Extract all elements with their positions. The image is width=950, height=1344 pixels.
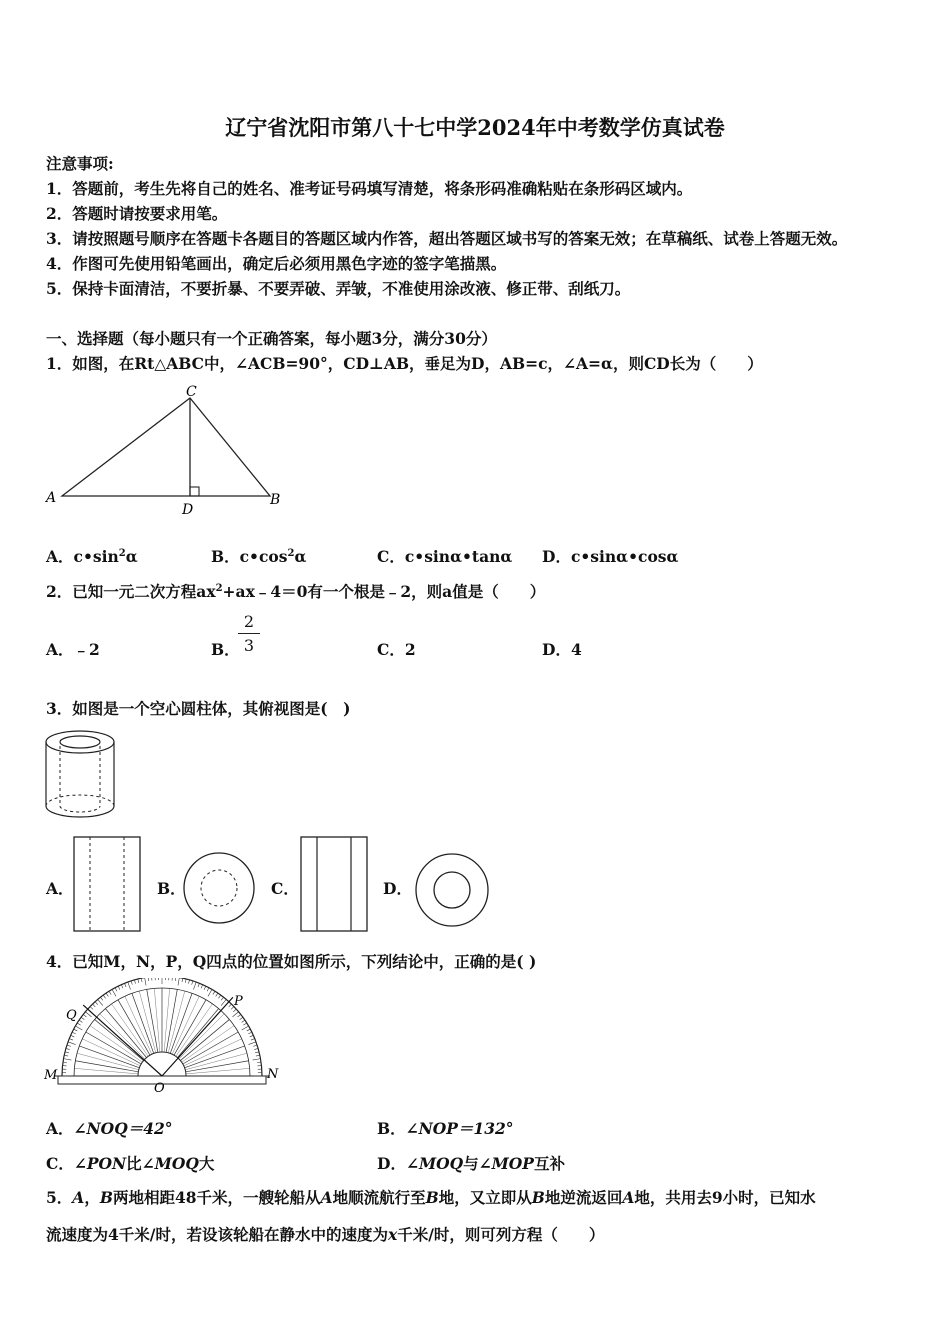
protractor-ray [90,1026,142,1063]
protractor-tick [72,1032,76,1034]
q2-option-b-letter: B． [211,640,240,659]
protractor-tick [134,980,135,984]
q1-option-c: C．c•sinα•tanα [377,547,513,566]
protractor-tick [243,1023,246,1025]
protractor-tick [68,1042,76,1045]
point-label-n: N [267,1067,279,1082]
protractor-tick [192,981,193,985]
notice-item: 4．作图可先使用铅笔画出，确定后必须用黑色字迹的签字笔描黑。 [46,254,507,273]
text-segment: B [99,1188,113,1207]
protractor-tick [213,991,215,994]
q2-option-b-fraction [238,612,260,655]
protractor-tick [247,1029,251,1031]
protractor-ray [164,988,170,1052]
protractor-tick [193,982,196,990]
protractor-ray [186,1068,250,1074]
triangle-figure [40,382,300,522]
protractor-tick [65,1052,69,1053]
notice-heading: 注意事项: [46,154,114,173]
question-3-stem: 3．如图是一个空心圆柱体，其俯视图是( ) [46,699,351,718]
protractor-tick [81,1017,84,1019]
protractor-tick [112,989,116,996]
point-label-m: M [44,1068,58,1083]
protractor-tick [141,978,142,982]
protractor-tick [238,1014,241,1016]
q4-option-a: A．∠NOQ＝42° [46,1119,173,1138]
protractor-tick [66,1048,70,1049]
point-label-p: P [234,994,243,1009]
hollow-cylinder-figure [42,726,120,826]
text-segment: 地，又立即从 [438,1188,532,1207]
protractor-tick [131,981,132,985]
protractor-tick [128,982,131,990]
protractor-tick [115,988,117,992]
protractor-ray [118,1000,150,1055]
protractor-tick [185,979,186,983]
notice-item: 1．答题前，考生先将自己的姓名、准考证号码填写清楚，将条形码准确粘贴在条形码区域内。 [46,179,693,198]
q3-option-b-figure [181,850,257,926]
protractor-tick [148,978,149,981]
text-segment: B [531,1188,545,1207]
protractor-tick [229,1004,232,1007]
protractor-tick [257,1062,261,1063]
protractor-tick [71,1035,75,1037]
question-1-stem: 1．如图，在Rt△ABC中，∠ACB=90°，CD⊥AB，垂足为D，AB=c，∠A=α，则CD长为（ ） [46,354,763,373]
protractor-tick [221,997,223,1000]
q2-option-d: D．4 [542,640,582,659]
protractor-tick [67,1045,71,1046]
notice-item: 5．保持卡面清洁，不要折暴、不要弄破、弄皱，不准使用涂改液、修正带、刮纸刀。 [46,279,631,298]
protractor-ray [77,1053,139,1070]
page-title: 辽宁省沈阳市第八十七中学2024年中考数学仿真试卷 [225,115,725,140]
protractor-tick [198,983,199,987]
protractor-ray [186,1061,249,1072]
q1-option-d: D．c•sinα•cosα [542,547,679,566]
protractor-tick [178,978,179,985]
text-segment: 地顺流航行至 [332,1188,426,1207]
vertex-label-d: D [182,502,194,518]
text-segment: 两地相距48千米，一艘轮船从 [112,1188,321,1207]
protractor-tick [240,1017,243,1019]
protractor-tick [74,1029,78,1031]
protractor-figure [40,978,290,1096]
q2-option-a: A．﹣2 [46,640,100,659]
protractor-ray [154,988,160,1052]
protractor-tick [175,978,176,981]
q3-option-c-figure [299,835,371,933]
protractor-ray [185,1053,247,1070]
question-5-line1: 5．A，B两地相距48千米，一艘轮船从A地顺流航行至B地，又立即从B地逆流返回A地，共用去9小时，已知水 [46,1188,816,1207]
q3-option-a-figure [72,835,144,933]
section-heading: 一、选择题（每小题只有一个正确答案，每小题3分，满分30分） [46,329,497,348]
protractor-tick [64,1059,72,1060]
protractor-tick [90,1007,93,1010]
protractor-ray [174,1000,206,1055]
text-segment: B [425,1188,439,1207]
protractor-tick [145,978,146,985]
protractor-tick [118,986,120,990]
protractor-tick [207,988,209,992]
protractor-tick [251,1039,255,1040]
protractor-ray [82,1039,140,1066]
protractor-ray [166,989,177,1052]
protractor-ray [139,991,156,1053]
protractor-tick [204,986,206,990]
protractor-tick [64,1055,68,1056]
protractor-ray [176,1004,213,1056]
text-segment: ， [84,1188,100,1207]
protractor-tick [242,1026,249,1030]
q3-option-d-figure [412,852,492,932]
protractor-tick [93,1004,96,1007]
protractor-tick [121,985,123,989]
vertex-label-b: B [270,492,281,508]
q2-option-c: C．2 [377,640,416,659]
protractor-tick [79,1020,82,1022]
protractor-ray [168,991,185,1053]
protractor-ray [183,1032,238,1064]
protractor-tick [83,1014,86,1016]
protractor-ray [86,1032,141,1064]
protractor-tick [242,1020,245,1022]
protractor-tick [103,995,105,998]
protractor-tick [248,1042,256,1045]
protractor-tick [216,993,218,996]
q3-option-d-label: D． [383,879,412,898]
fraction-denominator: 3 [243,636,255,655]
q3-option-a-label: A． [46,879,74,898]
question-2-stem: 2．已知一元二次方程$ax^2+ax﹣4=0$有一个根是﹣2，则a值是（ ） [46,582,546,601]
protractor-tick [63,1062,67,1063]
protractor-tick [95,1002,98,1005]
protractor-tick [208,989,212,996]
protractor-tick [250,1035,254,1037]
text-segment: A [320,1188,333,1207]
notice-item: 2．答题时请按要求用笔。 [46,204,228,223]
protractor-tick [100,997,102,1000]
protractor-tick [75,1026,82,1030]
protractor-ray [182,1026,234,1063]
q1-option-a: A．$c•\sin^2\alpha$ [46,547,138,566]
protractor-tick [125,983,126,987]
notice-item: 3．请按照题号顺序在答题卡各题目的答题区域内作答，超出答题区域书写的答案无效；在草稿纸、试卷上答题无效。 [46,229,848,248]
protractor-tick [138,979,139,983]
point-label-o: O [154,1081,165,1096]
q3-option-c-label: C． [271,879,299,898]
q3-option-b-label: B． [157,879,186,898]
q4-option-c: C．∠PON比∠MOQ大 [46,1154,215,1173]
protractor-tick [253,1045,257,1046]
protractor-tick [254,1048,258,1049]
vertex-label-a: A [46,490,57,506]
vertex-label-c: C [186,384,197,400]
protractor-tick [201,985,203,989]
protractor-tick [69,1039,73,1040]
protractor-ray [75,1061,138,1072]
protractor-ray [100,1014,145,1059]
protractor-tick [98,999,103,1005]
protractor-ray [74,1068,138,1074]
text-segment: 地逆流返回 [544,1188,623,1207]
protractor-tick [77,1023,80,1025]
protractor-tick [188,980,189,984]
protractor-tick [248,1032,252,1034]
protractor-tick [109,991,111,994]
q4-option-b: B．∠NOP＝132° [377,1119,514,1138]
text-segment: A [72,1188,85,1207]
point-label-q: Q [66,1008,77,1023]
q1-option-b: B．$c•\cos^2\alpha$ [211,547,307,566]
text-segment: A [622,1188,635,1207]
question-4-stem: 4．已知M，N，P，Q四点的位置如图所示，下列结论中，正确的是( ) [46,952,537,971]
protractor-ray [112,1004,149,1056]
protractor-tick [182,978,183,982]
protractor-ray [172,996,199,1054]
fraction-numerator: 2 [243,612,255,631]
protractor-tick [232,1012,238,1017]
protractor-tick [218,995,220,998]
text-segment: 地，共用去9小时，已知水 [634,1188,816,1207]
protractor-tick [256,1055,260,1056]
protractor-ray [147,989,158,1052]
protractor-ray [179,1014,224,1059]
protractor-tick [253,1059,261,1060]
question-5-line2: 流速度为4千米/时，若设该轮船在静水中的速度为x千米/时，则可列方程（ ） [46,1225,605,1244]
q4-option-d: D．∠MOQ与∠MOP互补 [377,1154,565,1173]
protractor-tick [233,1009,236,1012]
protractor-tick [255,1052,259,1053]
protractor-tick [106,993,108,996]
